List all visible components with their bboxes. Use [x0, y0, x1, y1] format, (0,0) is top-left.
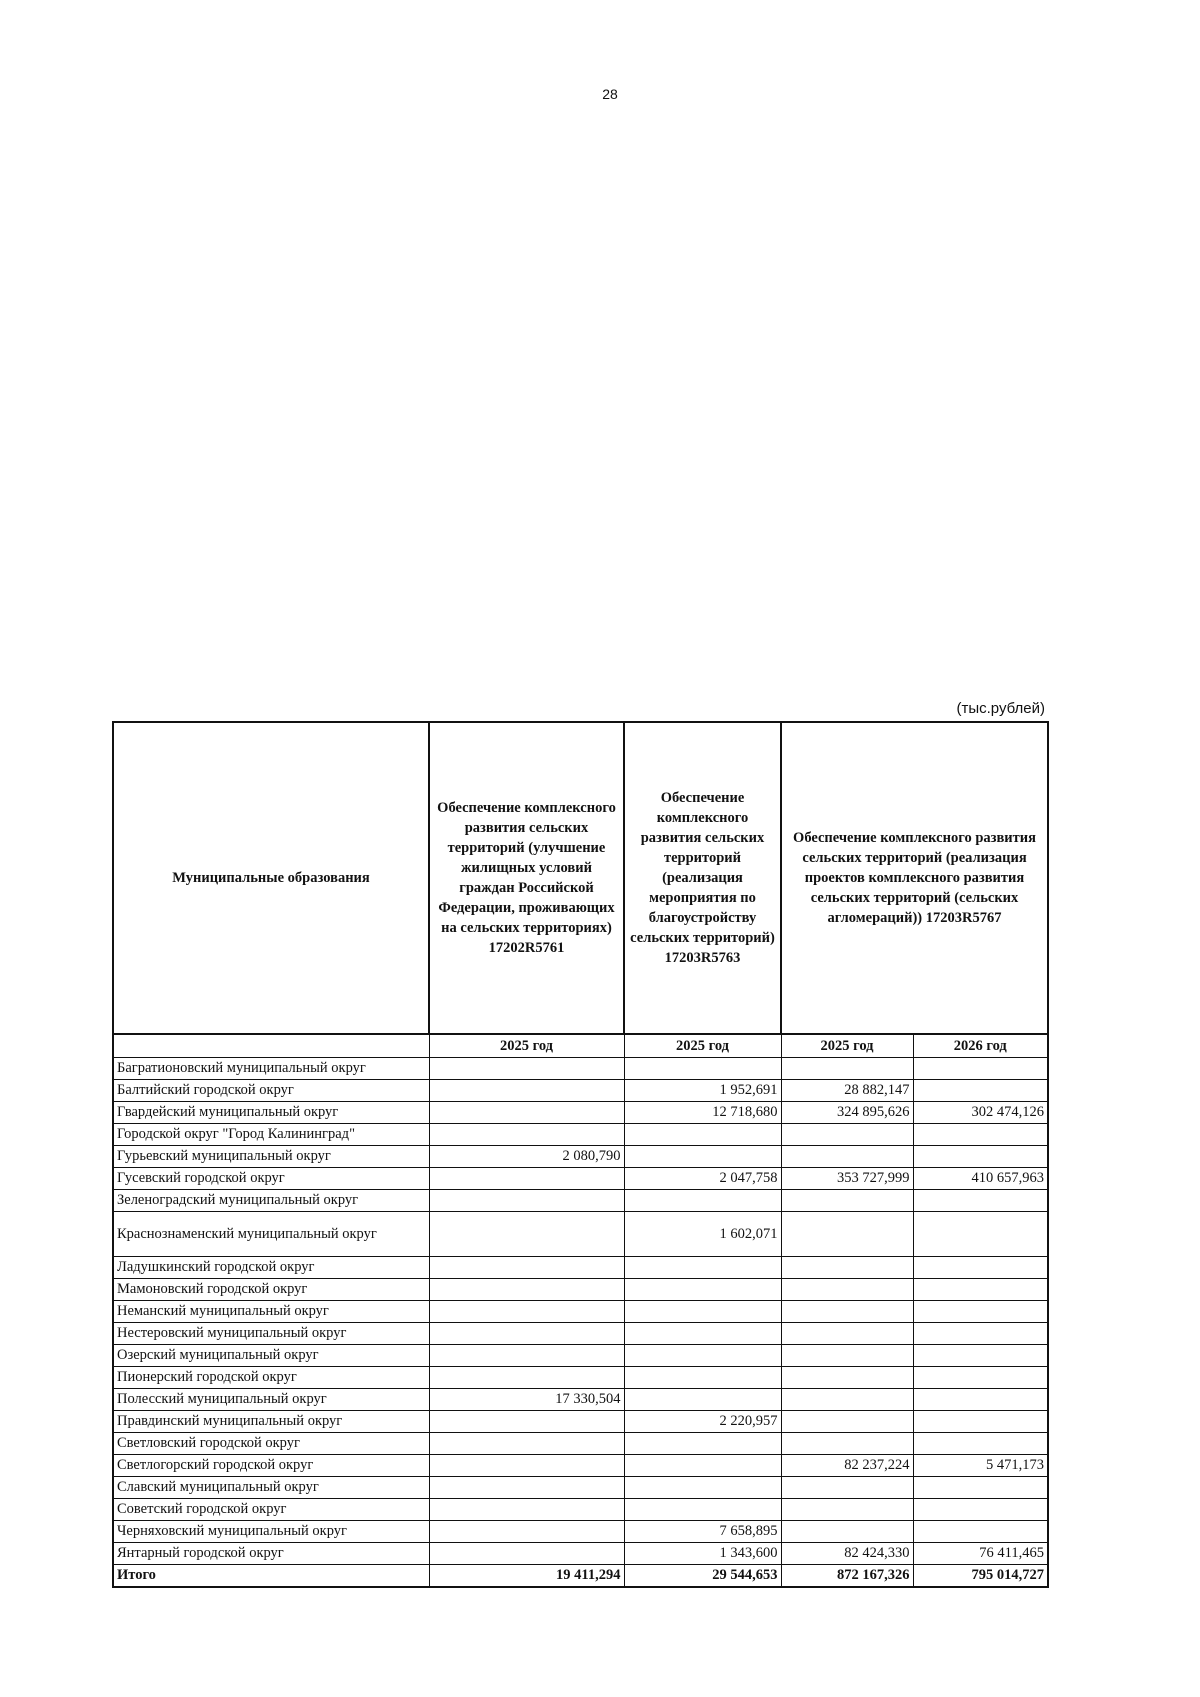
value-col2: 2 220,957	[624, 1411, 781, 1433]
value-col3a	[781, 1279, 913, 1301]
value-col2	[624, 1477, 781, 1499]
value-col2: 2 047,758	[624, 1168, 781, 1190]
value-col3a	[781, 1477, 913, 1499]
value-col3b	[913, 1124, 1048, 1146]
value-col1	[429, 1058, 624, 1080]
value-col1	[429, 1323, 624, 1345]
value-col1	[429, 1521, 624, 1543]
header-municipality: Муниципальные образования	[113, 722, 429, 1034]
municipality-name: Краснознаменский муниципальный округ	[113, 1212, 429, 1257]
table-row	[113, 1301, 1048, 1323]
municipality-name: Пионерский городской округ	[113, 1367, 429, 1389]
value-col1: 17 330,504	[429, 1389, 624, 1411]
value-col3a	[781, 1367, 913, 1389]
value-col1	[429, 1345, 624, 1367]
value-col1	[429, 1279, 624, 1301]
value-col3a: 82 237,224	[781, 1455, 913, 1477]
total-col2: 29 544,653	[624, 1565, 781, 1588]
value-col3b	[913, 1521, 1048, 1543]
municipality-name: Черняховский муниципальный округ	[113, 1521, 429, 1543]
value-col2: 1 602,071	[624, 1212, 781, 1257]
table-row	[113, 1212, 1048, 1257]
value-col3b	[913, 1190, 1048, 1212]
header-year-col3b: 2026 год	[913, 1034, 1048, 1058]
value-col1	[429, 1455, 624, 1477]
value-col3a	[781, 1389, 913, 1411]
value-col1	[429, 1411, 624, 1433]
table-row	[113, 1257, 1048, 1279]
value-col2	[624, 1058, 781, 1080]
municipality-name: Правдинский муниципальный округ	[113, 1411, 429, 1433]
value-col3b	[913, 1212, 1048, 1257]
table-row	[113, 1124, 1048, 1146]
value-col2	[624, 1124, 781, 1146]
value-col1	[429, 1543, 624, 1565]
value-col2	[624, 1279, 781, 1301]
value-col1	[429, 1367, 624, 1389]
table-row	[113, 1543, 1048, 1565]
table-row	[113, 1521, 1048, 1543]
value-col3b	[913, 1499, 1048, 1521]
value-col2	[624, 1433, 781, 1455]
value-col3b: 76 411,465	[913, 1543, 1048, 1565]
table-row	[113, 1080, 1048, 1102]
value-col3a	[781, 1433, 913, 1455]
header-year-col3a: 2025 год	[781, 1034, 913, 1058]
value-col3b	[913, 1433, 1048, 1455]
total-row	[113, 1565, 1048, 1588]
table-row	[113, 1279, 1048, 1301]
table-row	[113, 1389, 1048, 1411]
value-col1	[429, 1433, 624, 1455]
municipality-name: Гурьевский муниципальный округ	[113, 1146, 429, 1168]
municipality-name: Городской округ "Город Калининград"	[113, 1124, 429, 1146]
table-row	[113, 1058, 1048, 1080]
value-col2	[624, 1323, 781, 1345]
value-col3b	[913, 1477, 1048, 1499]
header-year-blank	[113, 1034, 429, 1058]
value-col3b	[913, 1279, 1048, 1301]
header-col3: Обеспечение комплексного развития сельских территорий (реализация проектов комплексного развития сельских территорий (сельских агломераций)) 17203R5767	[781, 722, 1048, 1034]
value-col1	[429, 1212, 624, 1257]
municipality-name: Светловский городской округ	[113, 1433, 429, 1455]
header-year-col1: 2025 год	[429, 1034, 624, 1058]
value-col2	[624, 1389, 781, 1411]
municipality-name: Гусевский городской округ	[113, 1168, 429, 1190]
municipality-name: Багратионовский муниципальный округ	[113, 1058, 429, 1080]
value-col3a	[781, 1521, 913, 1543]
municipality-name: Балтийский городской округ	[113, 1080, 429, 1102]
total-col3a: 872 167,326	[781, 1565, 913, 1588]
value-col2: 7 658,895	[624, 1521, 781, 1543]
value-col2	[624, 1499, 781, 1521]
municipality-name: Полесский муниципальный округ	[113, 1389, 429, 1411]
municipality-name: Мамоновский городской округ	[113, 1279, 429, 1301]
value-col1	[429, 1102, 624, 1124]
value-col3a	[781, 1411, 913, 1433]
header-col2: Обеспечение комплексного развития сельских территорий (реализация мероприятия по благоустройству сельских территорий) 17203R5763	[624, 722, 781, 1034]
value-col3b	[913, 1080, 1048, 1102]
table-row	[113, 1477, 1048, 1499]
value-col3a: 82 424,330	[781, 1543, 913, 1565]
municipality-name: Нестеровский муниципальный округ	[113, 1323, 429, 1345]
municipality-name: Советский городской округ	[113, 1499, 429, 1521]
value-col1	[429, 1499, 624, 1521]
value-col3b	[913, 1146, 1048, 1168]
table-row	[113, 1411, 1048, 1433]
municipality-name: Ладушкинский городской округ	[113, 1257, 429, 1279]
value-col3a	[781, 1124, 913, 1146]
value-col3a	[781, 1345, 913, 1367]
table-body	[113, 1058, 1048, 1588]
municipality-name: Гвардейский муниципальный округ	[113, 1102, 429, 1124]
value-col2	[624, 1345, 781, 1367]
table-row	[113, 1102, 1048, 1124]
table-row	[113, 1455, 1048, 1477]
total-col1: 19 411,294	[429, 1565, 624, 1588]
value-col3b: 302 474,126	[913, 1102, 1048, 1124]
value-col3b	[913, 1257, 1048, 1279]
value-col3b: 5 471,173	[913, 1455, 1048, 1477]
header-year-col2: 2025 год	[624, 1034, 781, 1058]
value-col1	[429, 1301, 624, 1323]
table-row	[113, 1323, 1048, 1345]
budget-table	[112, 721, 1049, 1588]
value-col1	[429, 1124, 624, 1146]
value-col3b	[913, 1301, 1048, 1323]
value-col2: 1 343,600	[624, 1543, 781, 1565]
value-col3b	[913, 1389, 1048, 1411]
value-col2	[624, 1455, 781, 1477]
value-col1: 2 080,790	[429, 1146, 624, 1168]
value-col1	[429, 1080, 624, 1102]
table-row	[113, 1345, 1048, 1367]
value-col3a	[781, 1499, 913, 1521]
table-row	[113, 1499, 1048, 1521]
value-col2	[624, 1190, 781, 1212]
value-col3a	[781, 1058, 913, 1080]
value-col3b	[913, 1367, 1048, 1389]
value-col3b: 410 657,963	[913, 1168, 1048, 1190]
total-col3b: 795 014,727	[913, 1565, 1048, 1588]
value-col1	[429, 1477, 624, 1499]
municipality-name: Зеленоградский муниципальный округ	[113, 1190, 429, 1212]
value-col3a	[781, 1323, 913, 1345]
value-col3b	[913, 1058, 1048, 1080]
value-col3b	[913, 1323, 1048, 1345]
value-col2: 1 952,691	[624, 1080, 781, 1102]
value-col2	[624, 1146, 781, 1168]
value-col3b	[913, 1411, 1048, 1433]
header-col1: Обеспечение комплексного развития сельских территорий (улучшение жилищных условий граждан Российской Федерации, проживающих на сельских территориях) 17202R5761	[429, 722, 624, 1034]
table-row	[113, 1168, 1048, 1190]
municipality-name: Озерский муниципальный округ	[113, 1345, 429, 1367]
value-col2	[624, 1367, 781, 1389]
value-col3a	[781, 1257, 913, 1279]
table-row	[113, 1433, 1048, 1455]
value-col1	[429, 1190, 624, 1212]
units-label: (тыс.рублей)	[956, 700, 1045, 717]
municipality-name: Янтарный городской округ	[113, 1543, 429, 1565]
value-col1	[429, 1168, 624, 1190]
value-col3a: 353 727,999	[781, 1168, 913, 1190]
value-col3a	[781, 1190, 913, 1212]
value-col3b	[913, 1345, 1048, 1367]
municipality-name: Неманский муниципальный округ	[113, 1301, 429, 1323]
page-number: 28	[602, 86, 618, 102]
value-col2: 12 718,680	[624, 1102, 781, 1124]
total-label: Итого	[113, 1565, 429, 1588]
value-col2	[624, 1301, 781, 1323]
table-row	[113, 1367, 1048, 1389]
municipality-name: Светлогорский городской округ	[113, 1455, 429, 1477]
value-col3a	[781, 1212, 913, 1257]
value-col1	[429, 1257, 624, 1279]
value-col3a	[781, 1146, 913, 1168]
value-col2	[624, 1257, 781, 1279]
value-col3a: 324 895,626	[781, 1102, 913, 1124]
table-row	[113, 1190, 1048, 1212]
value-col3a: 28 882,147	[781, 1080, 913, 1102]
value-col3a	[781, 1301, 913, 1323]
municipality-name: Славский муниципальный округ	[113, 1477, 429, 1499]
table-row	[113, 1146, 1048, 1168]
